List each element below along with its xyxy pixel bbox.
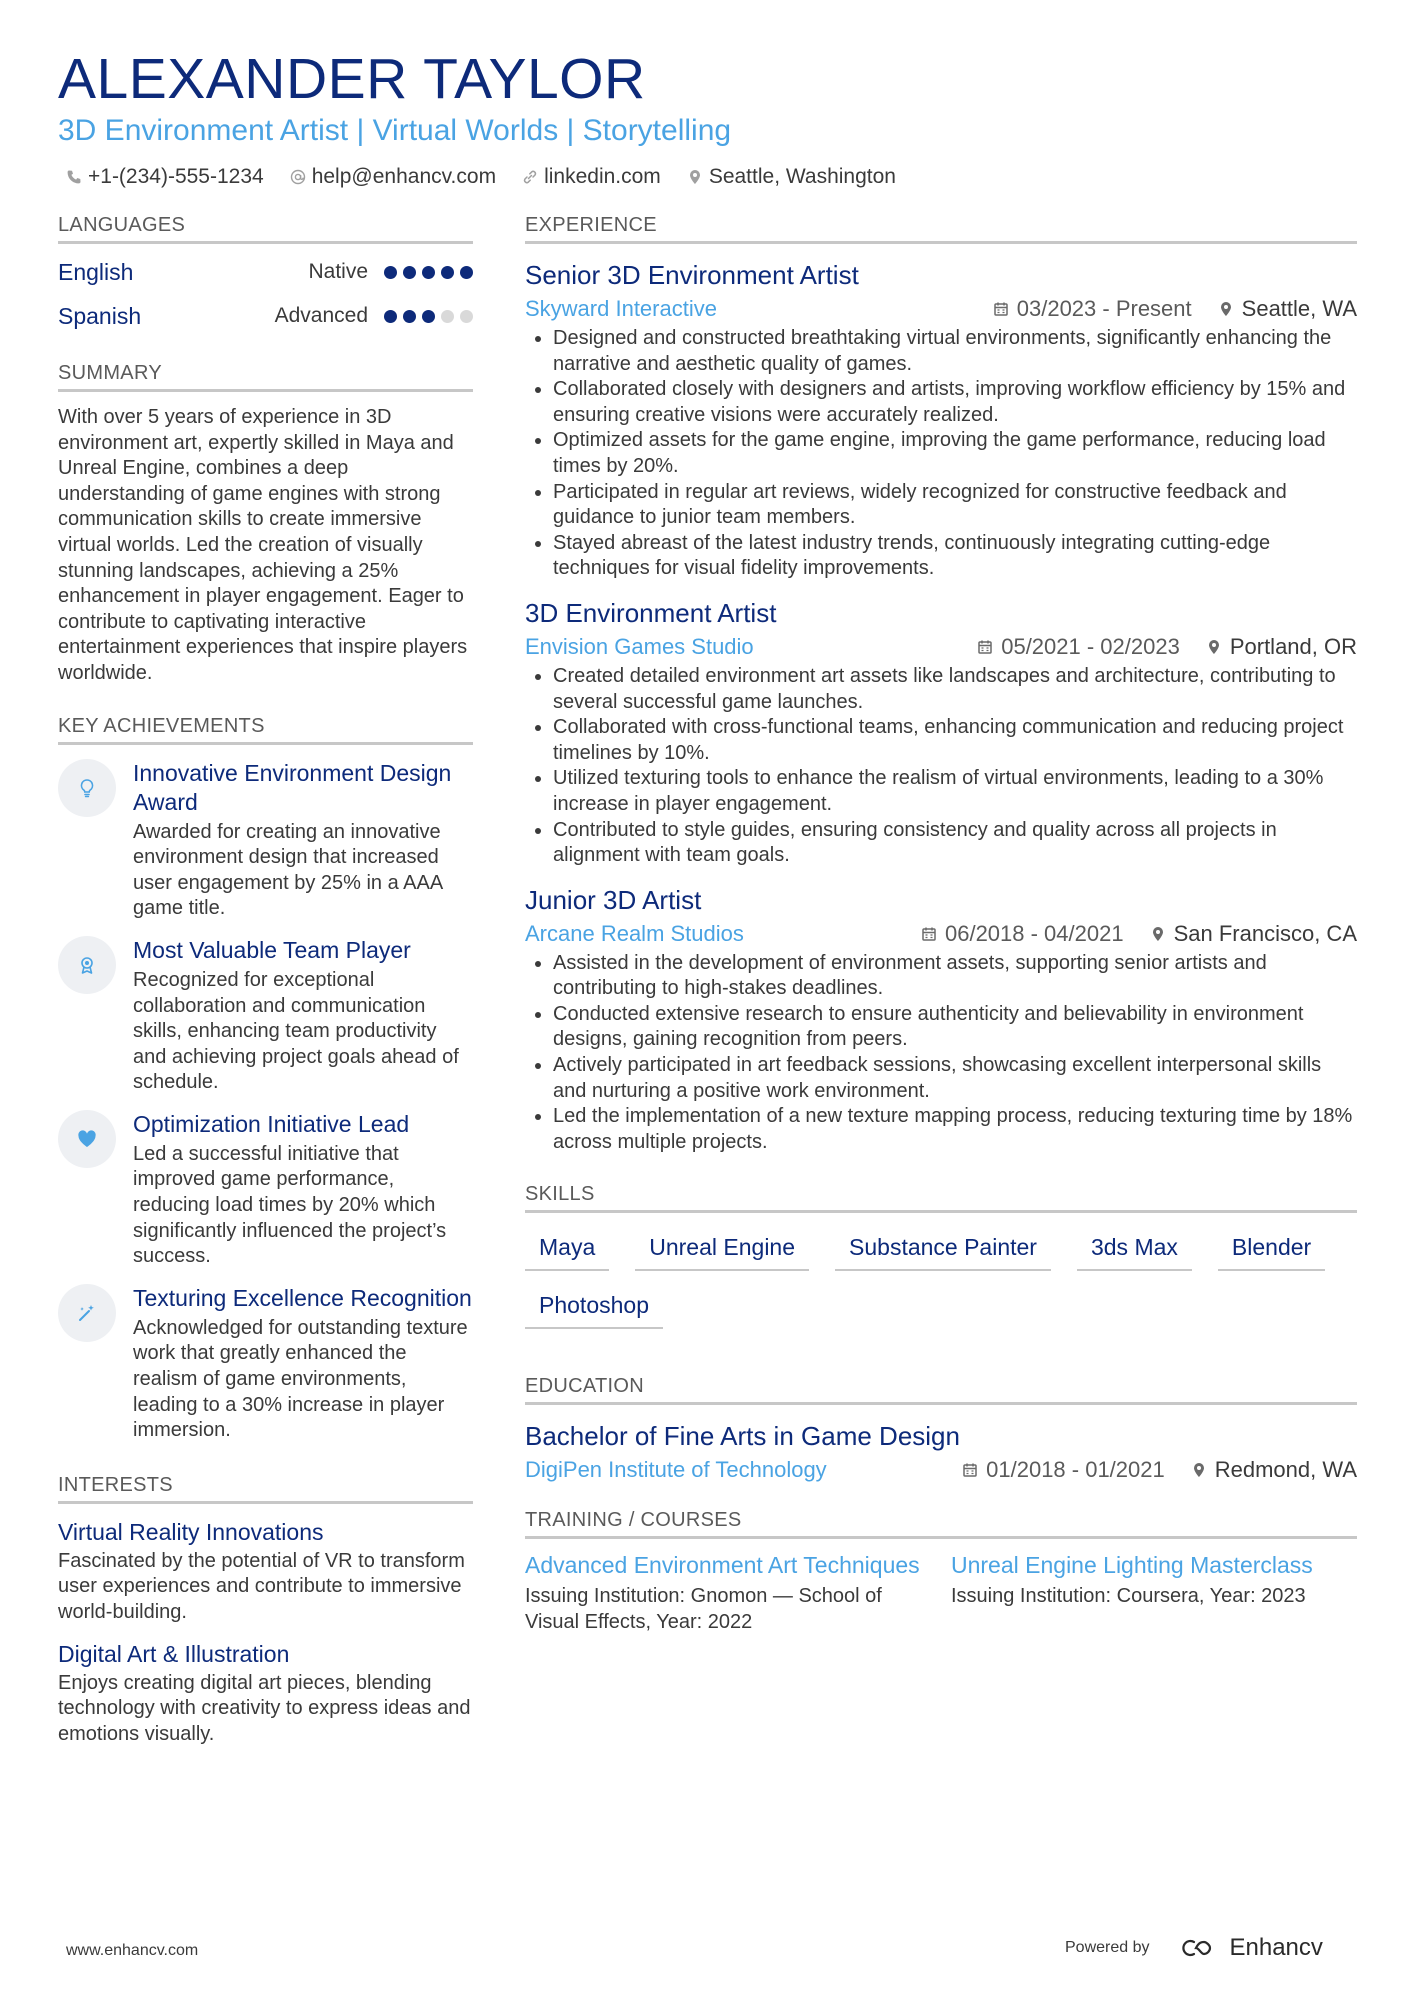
job-bullet: • Utilized texturing tools to enhance the realism of virtual environments, leading to a 30% increase in player engagement.	[553, 766, 1357, 817]
degree-title: Bachelor of Fine Arts in Game Design	[525, 1421, 960, 1452]
job-bullet: • Stayed abreast of the latest industry trends, continuously integrating cutting-edge techniques for visual fidelity improvements.	[553, 531, 1357, 582]
language-row	[58, 294, 473, 338]
interest-item	[58, 1640, 473, 1748]
languages-section	[58, 212, 473, 338]
course-desc: Issuing Institution: Coursera, Year: 2023	[951, 1585, 1306, 1608]
interests-heading: INTERESTS	[58, 1472, 473, 1504]
job-bullets	[525, 326, 1357, 582]
enhancv-logo-icon	[1176, 1937, 1220, 1959]
achievement-desc: Awarded for creating an innovative environment design that increased user engagement by 25% in a AAA game title.	[133, 820, 443, 920]
skills-list	[525, 1225, 1357, 1329]
job-bullet: • Created detailed environment art assets like landscapes and architecture, contributing to several successful game launches.	[553, 664, 1357, 715]
job-bullet: • Designed and constructed breathtaking virtual environments, significantly enhancing the narrative and aesthetic quality of games.	[553, 326, 1357, 377]
company-name: Envision Games Studio	[525, 633, 754, 659]
skill-tag: Blender	[1218, 1225, 1325, 1271]
job-bullet: • Collaborated with cross-functional teams, enhancing communication and reducing project timelines by 10%.	[553, 715, 1357, 766]
education-date	[962, 1455, 1165, 1485]
achievement-desc: Recognized for exceptional collaboration and communication skills, enhancing team productivity and achieving project goals ahead of schedule.	[133, 968, 459, 1094]
job-location-text: San Francisco, CA	[1173, 920, 1357, 946]
heart-icon	[76, 1128, 98, 1150]
interest-desc: Fascinated by the potential of VR to transform user experiences and contribute to immersive world-building.	[58, 1549, 465, 1623]
achievements-section	[58, 713, 473, 1444]
achievement-title: Most Valuable Team Player	[133, 936, 411, 963]
job-bullet: • Optimized assets for the game engine, improving the game performance, reducing load times by 20%.	[553, 428, 1357, 479]
candidate-tagline: 3D Environment Artist | Virtual Worlds | Storytelling	[58, 114, 732, 147]
language-name: Spanish	[58, 302, 142, 329]
language-row	[58, 250, 473, 294]
location-text: Seattle, Washington	[708, 165, 896, 188]
proficiency-dot	[403, 310, 416, 323]
skill-tag: Maya	[525, 1225, 609, 1271]
interests-section	[58, 1472, 473, 1748]
job-meta	[525, 919, 1357, 949]
language-level: Native	[308, 260, 368, 283]
achievement-title: Innovative Environment Design Award	[133, 759, 452, 815]
left-column	[58, 212, 473, 1747]
education-location	[1191, 1455, 1357, 1485]
languages-heading: LANGUAGES	[58, 212, 473, 244]
skill-tag: Unreal Engine	[635, 1225, 809, 1271]
job-location	[1150, 919, 1357, 949]
courses-list	[525, 1551, 1357, 1635]
education-location-text: Redmond, WA	[1214, 1457, 1357, 1483]
job-date-text: 03/2023 - Present	[1016, 296, 1192, 321]
magic-wand-icon	[76, 1302, 98, 1324]
summary-text: With over 5 years of experience in 3D environment art, expertly skilled in Maya and Unreal Engine, combines a deep understanding of game engines with strong communication skills to create immersive virtual worlds. Led the creation of visually stunning landscapes, achieving a 25% enhancement in player engagement. Eager to contribute to captivating interactive entertainment experiences that inspire players worldwide.	[58, 406, 468, 684]
achievement-desc: Acknowledged for outstanding texture work that greatly enhanced the realism of game environments, leading to a 30% increase in player immersion.	[133, 1316, 468, 1442]
education-date-text: 01/2018 - 01/2021	[986, 1457, 1165, 1483]
calendar-icon	[977, 639, 993, 655]
job-bullet: • Participated in regular art reviews, widely recognized for constructive feedback and guidance to junior team members.	[553, 480, 1357, 531]
course-item	[951, 1551, 1357, 1635]
calendar-icon	[993, 301, 1009, 317]
job-location-text: Seattle, WA	[1241, 296, 1357, 321]
job-entry	[525, 258, 1357, 582]
skill-tag: Photoshop	[525, 1283, 663, 1329]
achievement-item	[58, 759, 473, 922]
course-title: Unreal Engine Lighting Masterclass	[951, 1552, 1313, 1579]
candidate-name: ALEXANDER TAYLOR	[58, 47, 646, 111]
linkedin-text: linkedin.com	[544, 165, 661, 188]
language-name: English	[58, 258, 134, 285]
courses-heading: TRAINING / COURSES	[525, 1507, 1357, 1539]
company-name: Skyward Interactive	[525, 296, 717, 321]
achievement-icon-badge	[58, 759, 116, 817]
job-title: Senior 3D Environment Artist	[525, 260, 859, 290]
lightbulb-icon	[76, 777, 98, 799]
achievements-heading: KEY ACHIEVEMENTS	[58, 713, 473, 745]
location-icon	[1150, 926, 1166, 942]
achievement-icon-badge	[58, 1284, 116, 1342]
skills-section	[525, 1181, 1357, 1329]
achievement-item	[58, 1110, 473, 1270]
course-item	[525, 1551, 931, 1635]
job-bullet: • Collaborated closely with designers and artists, improving workflow efficiency by 15% and ensuring creative visions were accurately realized.	[553, 377, 1357, 428]
phone-icon	[66, 169, 82, 185]
footer-powered-by	[1065, 1934, 1323, 1962]
school-name: DigiPen Institute of Technology	[525, 1457, 827, 1483]
achievement-icon-badge	[58, 936, 116, 994]
location-icon	[687, 169, 703, 185]
location-icon	[1206, 639, 1222, 655]
calendar-icon	[962, 1462, 978, 1478]
job-date	[977, 632, 1180, 662]
achievement-icon-badge	[58, 1110, 116, 1168]
language-level: Advanced	[274, 304, 368, 327]
summary-heading: SUMMARY	[58, 360, 473, 392]
language-proficiency-dots	[384, 266, 473, 279]
powered-by-label: Powered by	[1065, 1939, 1150, 1956]
interest-title: Virtual Reality Innovations	[58, 1518, 324, 1545]
skills-heading: SKILLS	[525, 1181, 1357, 1213]
skill-tag: Substance Painter	[835, 1225, 1051, 1271]
phone-text: +1-(234)-555-1234	[88, 165, 264, 188]
contact-location	[687, 163, 896, 191]
proficiency-dot	[460, 310, 473, 323]
experience-heading: EXPERIENCE	[525, 212, 1357, 244]
education-meta	[525, 1455, 1357, 1485]
contact-bar	[66, 163, 896, 191]
job-bullets	[525, 951, 1357, 1156]
job-bullet: • Conducted extensive research to ensure authenticity and believability in environment designs, gaining recognition from peers.	[553, 1002, 1357, 1053]
achievement-desc: Led a successful initiative that improved game performance, reducing load times by 20% which significantly influenced the project’s success.	[133, 1142, 447, 1268]
job-date	[993, 294, 1192, 324]
contact-linkedin[interactable]	[522, 163, 661, 191]
job-bullet: • Assisted in the development of environment assets, supporting senior artists and contributing to high-stakes deadlines.	[553, 951, 1357, 1002]
job-location	[1218, 294, 1357, 324]
achievement-item	[58, 936, 473, 1096]
job-title: Junior 3D Artist	[525, 884, 702, 915]
job-date-text: 05/2021 - 02/2023	[1001, 633, 1180, 659]
footer-website[interactable]: www.enhancv.com	[66, 1942, 199, 1959]
job-entry	[525, 883, 1357, 1156]
proficiency-dot	[422, 310, 435, 323]
summary-section	[58, 360, 473, 687]
job-meta	[525, 632, 1357, 662]
experience-section	[525, 212, 1357, 1155]
job-bullet: • Actively participated in art feedback sessions, showcasing excellent interpersonal skills and nurturing a positive work environment.	[553, 1053, 1357, 1104]
proficiency-dot	[441, 266, 454, 279]
interest-item	[58, 1518, 473, 1626]
job-meta	[525, 294, 1357, 324]
proficiency-dot	[441, 310, 454, 323]
contact-email[interactable]	[290, 163, 496, 191]
job-bullet: • Led the implementation of a new texture mapping process, reducing texturing time by 18% across multiple projects.	[553, 1104, 1357, 1155]
interest-desc: Enjoys creating digital art pieces, blending technology with creativity to express ideas and emotions visually.	[58, 1671, 471, 1745]
brand-logo[interactable]	[1176, 1934, 1323, 1962]
interest-title: Digital Art & Illustration	[58, 1640, 290, 1667]
brand-name: Enhancv	[1229, 1934, 1323, 1961]
achievement-item	[58, 1284, 473, 1444]
link-icon	[522, 169, 538, 185]
company-name: Arcane Realm Studios	[525, 920, 744, 946]
job-bullets	[525, 664, 1357, 869]
proficiency-dot	[403, 266, 416, 279]
calendar-icon	[921, 926, 937, 942]
job-location	[1206, 632, 1357, 662]
courses-section	[525, 1507, 1357, 1635]
proficiency-dot	[422, 266, 435, 279]
location-icon	[1218, 301, 1234, 317]
proficiency-dot	[384, 310, 397, 323]
achievement-title: Optimization Initiative Lead	[133, 1110, 410, 1137]
course-title: Advanced Environment Art Techniques	[525, 1552, 920, 1579]
job-entry	[525, 596, 1357, 869]
at-icon	[290, 169, 306, 185]
skill-tag: 3ds Max	[1077, 1225, 1192, 1271]
job-location-text: Portland, OR	[1229, 633, 1357, 659]
proficiency-dot	[384, 266, 397, 279]
contact-phone[interactable]	[66, 163, 264, 191]
right-column	[525, 212, 1357, 1636]
proficiency-dot	[460, 266, 473, 279]
language-proficiency-dots	[384, 310, 473, 323]
course-desc: Issuing Institution: Gnomon — School of Visual Effects, Year: 2022	[525, 1585, 882, 1634]
location-icon	[1191, 1462, 1207, 1478]
job-date-text: 06/2018 - 04/2021	[944, 920, 1124, 946]
job-date	[921, 919, 1124, 949]
achievement-title: Texturing Excellence Recognition	[133, 1284, 472, 1311]
job-title: 3D Environment Artist	[525, 597, 777, 628]
medal-icon	[76, 954, 98, 976]
email-text: help@enhancv.com	[311, 165, 497, 188]
job-bullet: • Contributed to style guides, ensuring consistency and quality across all projects in alignment with team goals.	[553, 818, 1357, 869]
education-section	[525, 1373, 1357, 1485]
education-heading: EDUCATION	[525, 1373, 1357, 1405]
